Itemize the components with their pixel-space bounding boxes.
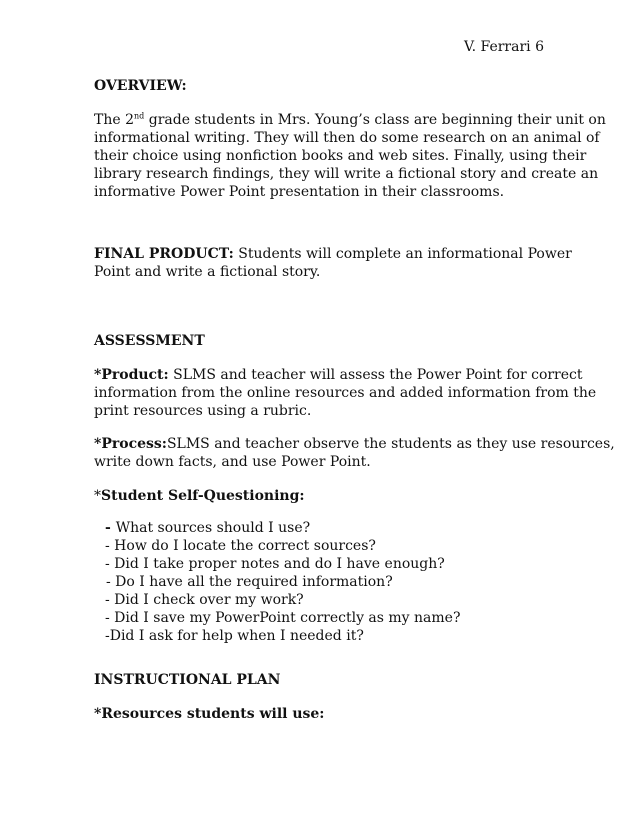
process-line-2: write down facts, and use Power Point. <box>94 454 371 470</box>
question-dash: - <box>105 520 116 536</box>
self-questioning-label: Student Self-Questioning: <box>101 488 305 504</box>
resources-label: *Resources students will use: <box>94 706 325 722</box>
process-line-1 <box>94 435 615 453</box>
question-item: - Did I save my PowerPoint correctly as my name? <box>105 610 461 626</box>
page-header-label: V. Ferrari 6 <box>463 39 544 55</box>
question-item <box>105 519 310 537</box>
instructional-plan-heading: INSTRUCTIONAL PLAN <box>94 672 281 688</box>
final-product-text: Students will complete an informational Power <box>233 246 572 262</box>
question-item: - Do I have all the required information? <box>106 574 393 590</box>
question-item: - Did I check over my work? <box>105 592 304 608</box>
overview-line-1 <box>94 111 606 129</box>
question-item: -Did I ask for help when I needed it? <box>105 628 364 644</box>
process-text: SLMS and teacher observe the students as they use resources, <box>166 436 615 452</box>
question-item: - How do I locate the correct sources? <box>105 538 376 554</box>
overview-line-1-pre: The 2 <box>94 112 134 128</box>
final-product-label: FINAL PRODUCT: <box>94 246 234 262</box>
overview-line-3: their choice using nonfiction books and web sites. Finally, using their <box>94 148 587 164</box>
overview-line-1-post: grade students in Mrs. Young’s class are beginning their unit on <box>144 112 606 128</box>
product-label: *Product: <box>94 367 169 383</box>
product-line-2: information from the online resources and added information from the <box>94 385 597 401</box>
assessment-heading: ASSESSMENT <box>94 333 205 349</box>
overview-line-4: library research findings, they will write a fictional story and create an <box>94 166 599 182</box>
process-label: *Process: <box>94 436 167 452</box>
final-product-line-2: Point and write a fictional story. <box>94 264 321 280</box>
overview-heading: OVERVIEW: <box>94 78 187 94</box>
ordinal-suffix: nd <box>134 111 145 121</box>
overview-line-5: informative Power Point presentation in their classrooms. <box>94 184 505 200</box>
product-line-1 <box>94 366 583 384</box>
product-text: SLMS and teacher will assess the Power Point for correct <box>168 367 583 383</box>
final-product-line-1 <box>94 245 572 263</box>
overview-line-2: informational writing. They will then do some research on an animal of <box>94 130 600 146</box>
product-line-3: print resources using a rubric. <box>94 403 312 419</box>
question-text: What sources should I use? <box>115 520 311 536</box>
question-item: - Did I take proper notes and do I have enough? <box>105 556 445 572</box>
self-questioning-heading <box>94 487 305 505</box>
self-questioning-star: * <box>94 488 101 504</box>
